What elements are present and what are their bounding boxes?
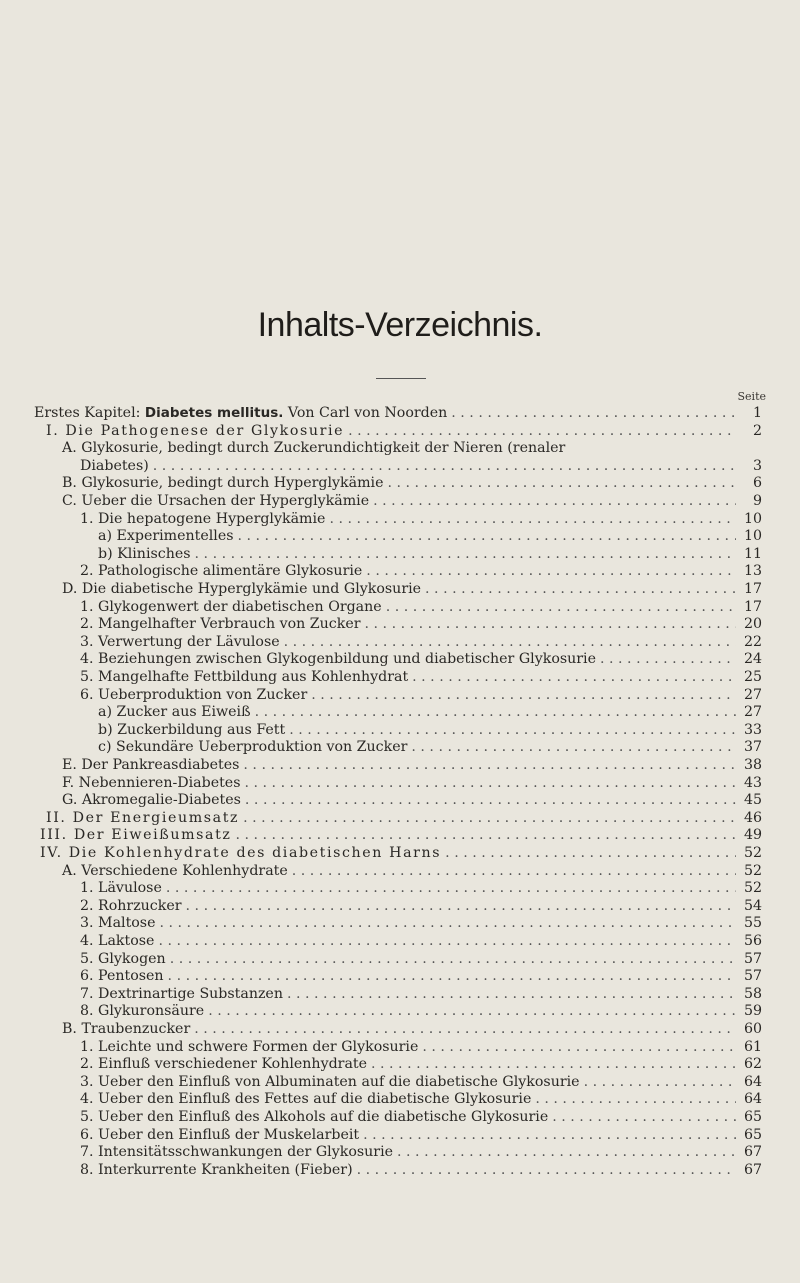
- page-number: 13: [743, 563, 762, 580]
- dot-leader: [451, 405, 736, 422]
- toc-entry-title: 6. Ueberproduktion von Zucker: [80, 686, 308, 703]
- page-number: 38: [743, 757, 762, 773]
- toc-entry: [0, 863, 762, 880]
- toc-entry-title: 3. Verwertung der Lävulose: [80, 633, 280, 650]
- chapter-author: Von Carl von Noorden: [283, 405, 448, 421]
- dot-leader: [412, 669, 736, 686]
- toc-entry: [0, 581, 762, 598]
- toc-entry: [0, 968, 762, 985]
- page-number: 64: [743, 1091, 762, 1108]
- toc-entry: [0, 704, 762, 721]
- page-number: 52: [743, 880, 762, 897]
- page-number: 54: [743, 897, 762, 914]
- toc-entry: [0, 722, 762, 739]
- toc-entry-title: 2. Mangelhafter Verbrauch von Zucker: [80, 616, 361, 633]
- dot-leader: [386, 599, 736, 616]
- toc-entry-title: 8. Glykuronsäure: [80, 1003, 205, 1020]
- dot-leader: [245, 775, 737, 792]
- dot-leader: [411, 739, 736, 756]
- toc-entry-title: II. Der Energieumsatz: [46, 809, 240, 826]
- dot-leader: [238, 528, 737, 545]
- page-number: 56: [743, 933, 762, 949]
- toc-entry-title: 4. Laktose: [80, 933, 155, 949]
- dot-leader: [243, 757, 736, 774]
- dot-leader: [245, 792, 736, 809]
- page-number: 45: [743, 792, 762, 809]
- dot-leader: [329, 511, 736, 528]
- chapter-prefix: Erstes Kapitel:: [34, 405, 145, 421]
- dot-leader: [284, 634, 736, 651]
- toc-entry: [0, 687, 762, 704]
- dot-leader: [235, 827, 736, 844]
- page-title: Inhalts-Verzeichnis.: [257, 306, 543, 344]
- toc-entry-title: A. Verschiedene Kohlenhydrate: [62, 862, 288, 879]
- toc-entry-title: b) Klinisches: [98, 545, 191, 562]
- toc-entry-title: b) Zuckerbildung aus Fett: [98, 721, 286, 738]
- dot-leader: [371, 1056, 736, 1073]
- toc-entry-title: 2. Rohrzucker: [80, 897, 182, 914]
- toc-entry: [0, 1003, 762, 1020]
- page-number: 10: [743, 510, 762, 527]
- page-number: 17: [743, 581, 762, 597]
- dot-leader: [600, 651, 736, 668]
- page-number: 58: [743, 985, 762, 1002]
- page-number: 52: [743, 862, 762, 879]
- toc-entry-title: 7. Dextrinartige Substanzen: [80, 985, 283, 1002]
- dot-leader: [186, 898, 736, 915]
- toc-entry: [0, 739, 762, 756]
- toc-entry: [0, 475, 762, 492]
- dot-leader: [366, 563, 736, 580]
- dot-leader: [535, 1091, 736, 1108]
- dot-leader: [153, 458, 736, 475]
- page-number: 1: [752, 405, 762, 421]
- toc-entry: [0, 986, 762, 1003]
- toc-entry-title: C. Ueber die Ursachen der Hyperglykämie: [62, 493, 370, 509]
- toc-entry: [0, 493, 762, 510]
- toc-entry-title: 1. Leichte und schwere Formen der Glykosurie: [80, 1038, 419, 1055]
- toc-entry-title: 3. Ueber den Einfluß von Albuminaten auf die diabetische Glykosurie: [80, 1073, 580, 1090]
- toc-entry-title: B. Traubenzucker: [62, 1021, 191, 1037]
- toc-entry: [0, 898, 762, 915]
- page-number: 64: [743, 1073, 762, 1090]
- page-number: 65: [743, 1109, 762, 1125]
- toc-entry-title: 5. Glykogen: [80, 950, 166, 967]
- dot-leader: [311, 687, 736, 704]
- dot-leader: [425, 581, 736, 598]
- toc-entry-title: 5. Mangelhafte Fettbildung aus Kohlenhydrat: [80, 669, 409, 685]
- toc-entry-title: A. Glykosurie, bedingt durch Zuckerundichtigkeit der Nieren (renaler: [62, 440, 566, 457]
- toc-entry: [0, 880, 762, 897]
- dot-leader: [255, 704, 736, 721]
- page-number: 24: [743, 651, 762, 668]
- toc-entry-title: IV. Die Kohlenhydrate des diabetischen Harns: [40, 845, 442, 861]
- toc-entry-title: 5. Ueber den Einfluß des Alkohols auf die diabetische Glykosurie: [80, 1109, 549, 1125]
- page-number: 10: [743, 528, 762, 545]
- toc-entry: [0, 1109, 762, 1126]
- page-column-label: Seite: [737, 390, 766, 403]
- toc-entry: [0, 563, 762, 580]
- page-number: 33: [743, 721, 762, 738]
- toc-entry: [0, 951, 762, 968]
- toc-entry: [0, 757, 762, 774]
- dot-leader: [195, 546, 736, 563]
- page-number: 65: [743, 1126, 762, 1143]
- toc-entry-title: 6. Pentosen: [80, 968, 164, 985]
- toc-entry: [0, 1056, 762, 1073]
- dot-leader: [552, 1109, 736, 1126]
- toc-entry: [0, 1162, 762, 1179]
- page-number: 55: [743, 915, 762, 932]
- dot-leader: [287, 986, 736, 1003]
- dot-leader: [208, 1003, 736, 1020]
- dot-leader: [194, 1021, 736, 1038]
- dot-leader: [160, 915, 737, 932]
- dot-leader: [158, 933, 736, 950]
- toc-entry-title: G. Akromegalie-Diabetes: [62, 792, 241, 809]
- toc-entry: [0, 616, 762, 633]
- toc-entry: [0, 546, 762, 563]
- toc-entry: [0, 775, 762, 792]
- toc-entry: [0, 1074, 762, 1091]
- toc-entry: [0, 599, 762, 616]
- dot-leader: [166, 880, 736, 897]
- dot-leader: [365, 616, 736, 633]
- dot-leader: [422, 1039, 736, 1056]
- toc-entry-title: a) Experimentelles: [98, 528, 234, 545]
- toc-entry: [0, 423, 762, 440]
- dot-leader: [387, 475, 736, 492]
- page-number: 11: [743, 545, 762, 562]
- toc-entry-title: 8. Interkurrente Krankheiten (Fieber): [80, 1161, 353, 1178]
- page-number: 27: [743, 704, 762, 721]
- toc-entry-title: 7. Intensitätsschwankungen der Glykosurie: [80, 1144, 394, 1161]
- page-number: 67: [743, 1161, 762, 1178]
- dot-leader: [445, 845, 736, 862]
- toc-entry-title: F. Nebennieren-Diabetes: [62, 774, 241, 791]
- toc-entry-title: I. Die Pathogenese der Glykosurie: [46, 422, 345, 439]
- toc-entry-title: c) Sekundäre Ueberproduktion von Zucker: [98, 739, 408, 756]
- toc-entry-title: [34, 405, 447, 422]
- toc-entry: [0, 810, 762, 827]
- toc-entry-title: 2. Einfluß verschiedener Kohlenhydrate: [80, 1056, 367, 1073]
- toc-entry: [0, 1127, 762, 1144]
- page-number: 67: [743, 1144, 762, 1161]
- toc-entry: [0, 1144, 762, 1161]
- dot-leader: [363, 1127, 736, 1144]
- page-number: 60: [743, 1021, 762, 1037]
- dot-leader: [170, 951, 736, 968]
- toc-entry-title: 4. Beziehungen zwischen Glykogenbildung und diabetischer Glykosurie: [80, 651, 596, 668]
- toc-entry-title: 1. Die hepatogene Hyperglykämie: [80, 510, 326, 527]
- toc-entry-title: III. Der Eiweißumsatz: [40, 827, 232, 844]
- toc-entry: [0, 845, 762, 862]
- chapter-title: Diabetes mellitus.: [144, 405, 284, 421]
- toc-entry-title: 1. Glykogenwert der diabetischen Organe: [80, 598, 382, 615]
- page-number: 2: [752, 422, 762, 439]
- toc-entry: [0, 792, 762, 809]
- toc-entry: [0, 933, 762, 950]
- dot-leader: [292, 863, 736, 880]
- dot-leader: [168, 968, 736, 985]
- dot-leader: [243, 810, 736, 827]
- toc-entry-title: a) Zucker aus Eiweiß: [98, 704, 251, 721]
- page-number: 61: [743, 1038, 762, 1055]
- toc-entry: [0, 827, 762, 844]
- page-number: 37: [743, 739, 762, 756]
- toc-entry: [0, 1039, 762, 1056]
- page-number: 59: [743, 1003, 762, 1020]
- page-number: 52: [743, 845, 762, 861]
- page-number: 57: [743, 950, 762, 967]
- dot-leader: [584, 1074, 736, 1091]
- page-number: 57: [743, 968, 762, 985]
- page-number: 6: [752, 475, 762, 492]
- page-number: 9: [752, 493, 762, 509]
- toc-entry-title: B. Glykosurie, bedingt durch Hyperglykämie: [62, 475, 384, 492]
- toc-entry-title: 6. Ueber den Einfluß der Muskelarbeit: [80, 1126, 360, 1143]
- toc-entry: [0, 651, 762, 668]
- toc-entry: [0, 528, 762, 545]
- page-number: 25: [743, 669, 762, 685]
- toc-entry: [0, 458, 762, 475]
- toc-entry-title: E. Der Pankreasdiabetes: [62, 757, 240, 773]
- toc-entry-title: 4. Ueber den Einfluß des Fettes auf die diabetische Glykosurie: [80, 1091, 532, 1108]
- page-number: 43: [743, 774, 762, 791]
- toc-entry: [0, 669, 762, 686]
- page-number: 27: [743, 686, 762, 703]
- toc-entry-title: 2. Pathologische alimentäre Glykosurie: [80, 563, 363, 580]
- toc-entry: [0, 1021, 762, 1038]
- dot-leader: [289, 722, 736, 739]
- title-divider: [376, 378, 426, 379]
- page-number: 20: [743, 616, 762, 633]
- toc-entry-title: D. Die diabetische Hyperglykämie und Glykosurie: [62, 581, 422, 597]
- toc-entry-title: Diabetes): [80, 457, 149, 474]
- dot-leader: [397, 1144, 736, 1161]
- page-number: 62: [743, 1056, 762, 1073]
- toc-entry-title: 3. Maltose: [80, 915, 156, 932]
- page-number: 17: [743, 598, 762, 615]
- toc-entry-title: 1. Lävulose: [80, 880, 162, 897]
- toc-entry: [0, 511, 762, 528]
- page-number: 22: [743, 633, 762, 650]
- toc-entry: [0, 634, 762, 651]
- dot-leader: [357, 1162, 736, 1179]
- toc-entry: [0, 440, 762, 457]
- toc-entry: [0, 915, 762, 932]
- dot-leader: [348, 423, 736, 440]
- dot-leader: [373, 493, 736, 510]
- page-number: 3: [752, 457, 762, 474]
- page-number: 49: [743, 827, 762, 844]
- toc-entry: [0, 1091, 762, 1108]
- toc-entry: [0, 405, 762, 422]
- page-number: 46: [743, 809, 762, 826]
